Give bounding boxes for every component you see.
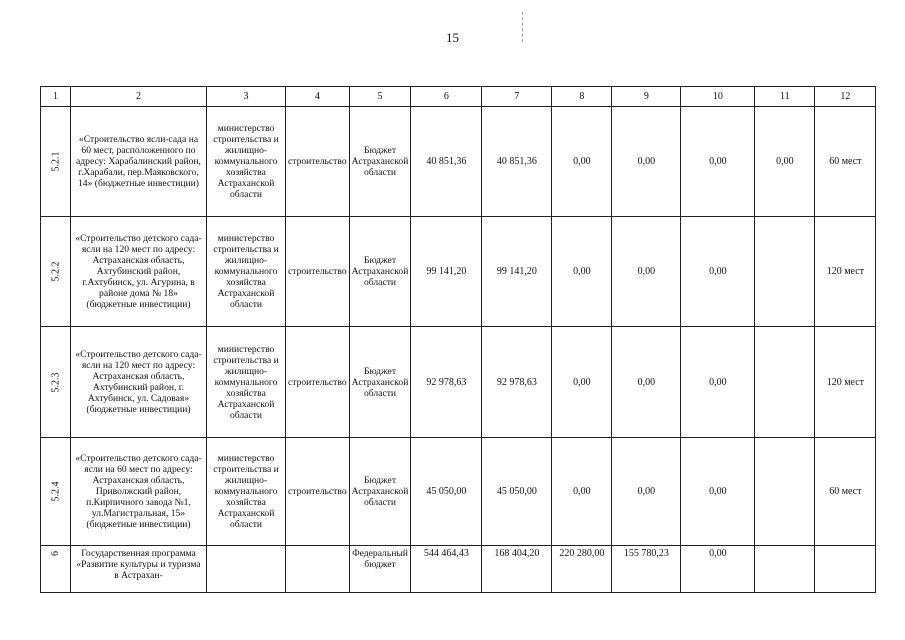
activity-type (286, 546, 350, 593)
cell-12: 120 мест (815, 327, 876, 438)
cell-10: 0,00 (681, 438, 755, 546)
project-name: «Строительство детского сада-ясли на 120 мест по адресу: Астраханская область, Ахтубинский район, г. Ахтубинск, ул. Садовая» (бюджетные инвестиции) (71, 327, 207, 438)
table-row (41, 107, 876, 217)
row-number (41, 327, 71, 438)
project-name: «Строительство детского сада-ясли на 120 мест по адресу: Астраханская область, Ахтубинский район, г.Ахтубинск, ул. Агурина, в районе дома № 18» (бюджетные инвестиции) (71, 217, 207, 327)
cell-11 (755, 327, 815, 438)
row-number-text: 5.2.2 (50, 261, 61, 282)
cell-6: 544 464,43 (411, 546, 482, 593)
header-cell: 10 (681, 87, 755, 107)
cell-11 (755, 217, 815, 327)
row-number-text: 5.2.1 (50, 151, 61, 172)
table-row (41, 438, 876, 546)
cell-9: 0,00 (612, 438, 681, 546)
header-cell: 3 (207, 87, 286, 107)
cell-9: 155 780,23 (612, 546, 681, 593)
funding-source: Бюджет Астраханской области (349, 327, 411, 438)
cell-7: 99 141,20 (482, 217, 552, 327)
header-cell: 11 (755, 87, 815, 107)
cell-12: 60 мест (815, 438, 876, 546)
cell-6: 40 851,36 (411, 107, 482, 217)
margin-mark (522, 12, 524, 42)
header-row (41, 87, 876, 107)
cell-11 (755, 438, 815, 546)
cell-8: 0,00 (552, 217, 612, 327)
cell-10: 0,00 (681, 327, 755, 438)
cell-7: 45 050,00 (482, 438, 552, 546)
cell-11 (755, 546, 815, 593)
funding-source: Федеральный бюджет (349, 546, 411, 593)
cell-7: 40 851,36 (482, 107, 552, 217)
header-cell: 5 (349, 87, 411, 107)
executor: министерство строительства и жилищно-коммунального хозяйства Астраханской области (207, 438, 286, 546)
page-number: 15 (446, 30, 459, 45)
cell-10: 0,00 (681, 217, 755, 327)
header-cell: 2 (71, 87, 207, 107)
row-number-text: 5.2.3 (50, 372, 61, 392)
header-cell: 9 (612, 87, 681, 107)
program-table (40, 86, 876, 593)
project-name: Государственная программа «Развитие культуры и туризма в Астрахан- (71, 546, 207, 593)
cell-12: 60 мест (815, 107, 876, 217)
header-cell: 6 (411, 87, 482, 107)
row-number (41, 438, 71, 546)
row-number (41, 217, 71, 327)
activity-type: строительство (286, 107, 350, 217)
cell-6: 92 978,63 (411, 327, 482, 438)
cell-9: 0,00 (612, 217, 681, 327)
row-number-text: 5.2.4 (50, 481, 61, 502)
header-cell: 7 (482, 87, 552, 107)
row-number (41, 107, 71, 217)
executor: министерство строительства и жилищно-коммунального хозяйства Астраханской области (207, 217, 286, 327)
cell-7: 92 978,63 (482, 327, 552, 438)
cell-6: 45 050,00 (411, 438, 482, 546)
cell-8: 0,00 (552, 107, 612, 217)
funding-source: Бюджет Астраханской области (349, 438, 411, 546)
table-row (41, 217, 876, 327)
executor: министерство строительства и жилищно-коммунального хозяйства Астраханской области (207, 107, 286, 217)
header-cell: 4 (286, 87, 350, 107)
project-name: «Строительство ясли-сада на 60 мест, расположенного по адресу: Харабалинский район, г.Харабали, пер.Маяковского, 14» (бюджетные инвестиции) (71, 107, 207, 217)
table-row (41, 327, 876, 438)
activity-type: строительство (286, 438, 350, 546)
cell-12: 120 мест (815, 217, 876, 327)
table-row (41, 546, 876, 593)
cell-7: 168 404,20 (482, 546, 552, 593)
executor (207, 546, 286, 593)
header-cell: 12 (815, 87, 876, 107)
cell-12 (815, 546, 876, 593)
cell-8: 0,00 (552, 438, 612, 546)
header-cell: 8 (552, 87, 612, 107)
cell-8: 220 280,00 (552, 546, 612, 593)
project-name: «Строительство детского сада-ясли на 60 мест по адресу: Астраханская область, Приволжский район, п.Кирпичного завода №1, ул.Магистральная, 15» (бюджетные инвестиции) (71, 438, 207, 546)
cell-9: 0,00 (612, 327, 681, 438)
activity-type: строительство (286, 217, 350, 327)
cell-11: 0,00 (755, 107, 815, 217)
funding-source: Бюджет Астраханской области (349, 107, 411, 217)
cell-10: 0,00 (681, 107, 755, 217)
cell-10: 0,00 (681, 546, 755, 593)
cell-6: 99 141,20 (411, 217, 482, 327)
header-cell: 1 (41, 87, 71, 107)
row-number-text: 6 (50, 551, 61, 556)
cell-8: 0,00 (552, 327, 612, 438)
cell-9: 0,00 (612, 107, 681, 217)
row-number (41, 546, 71, 593)
activity-type: строительство (286, 327, 350, 438)
executor: министерство строительства и жилищно-коммунального хозяйства Астраханской области (207, 327, 286, 438)
funding-source: Бюджет Астраханской области (349, 217, 411, 327)
